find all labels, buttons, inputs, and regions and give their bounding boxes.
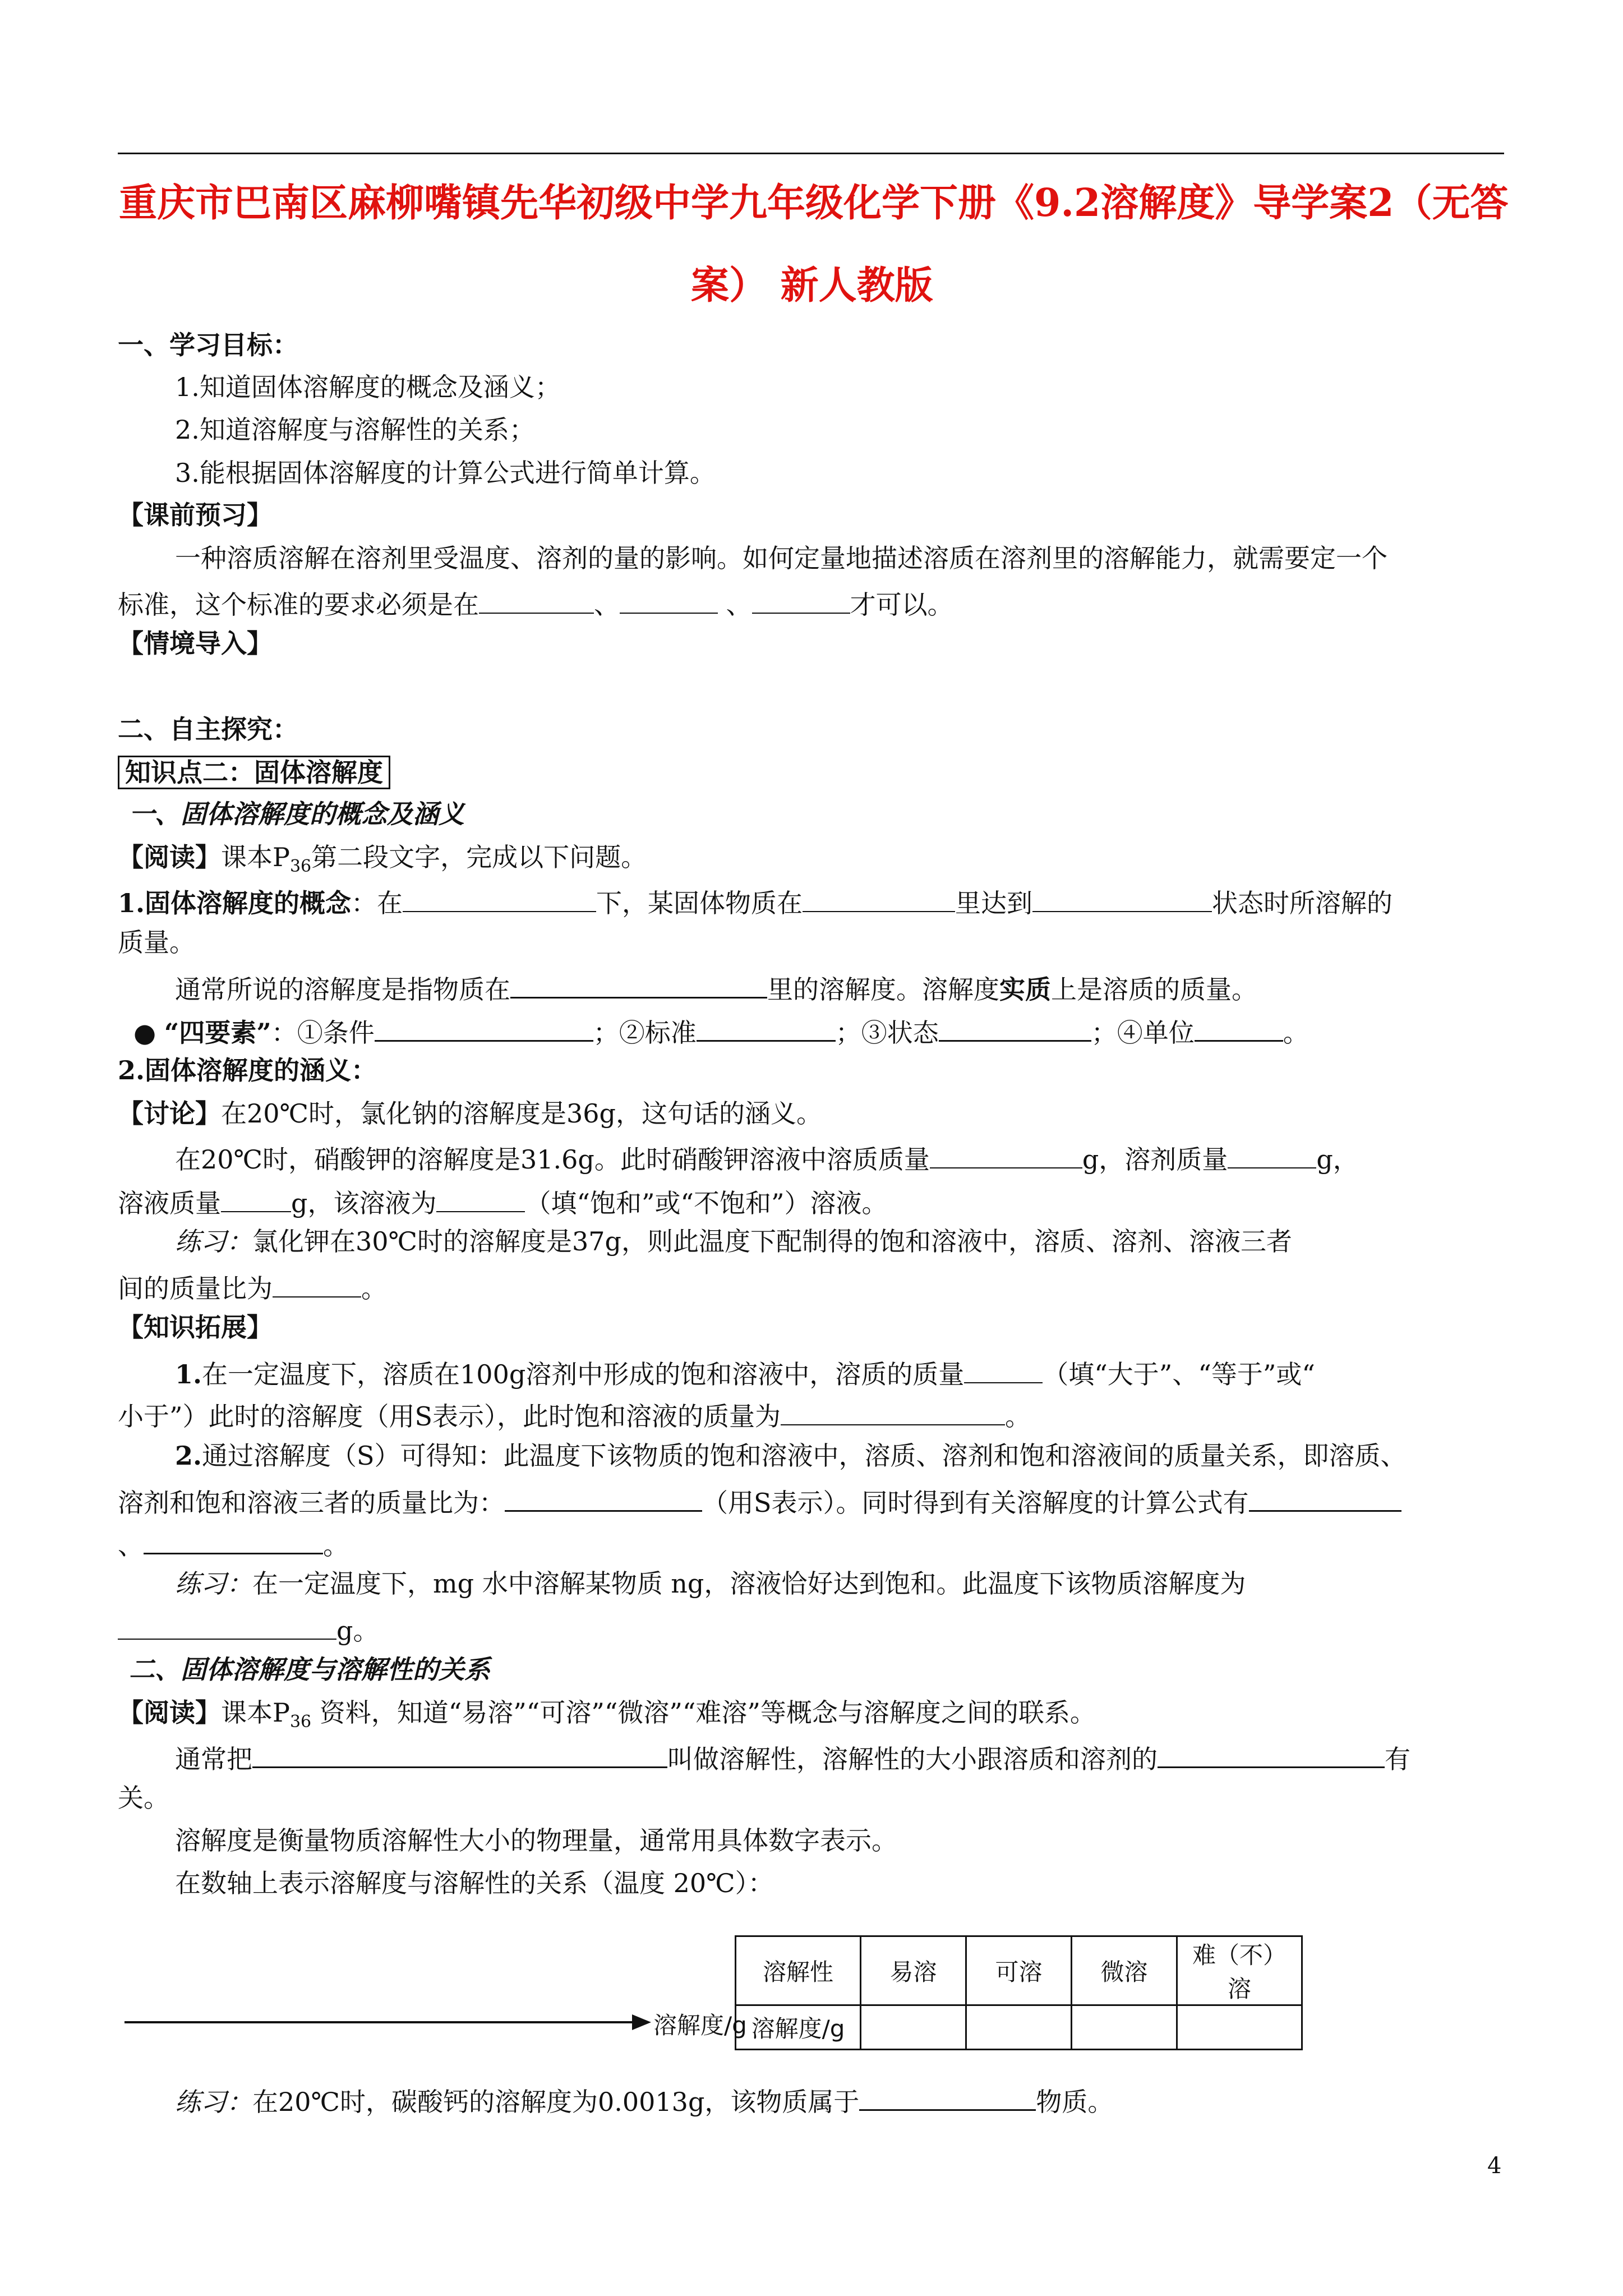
- blank-element-3[interactable]: [939, 1015, 1091, 1042]
- number-axis-arrow-icon: [632, 2014, 651, 2030]
- table-header-cell: 可溶: [966, 1936, 1072, 2005]
- title-line-1: 重庆市巴南区麻柳嘴镇先华初级中学九年级化学下册《9.2溶解度》导学案2（无答: [119, 181, 1509, 226]
- discussion: 【讨论】在20℃时，氯化钠的溶解度是36g，这句话的涵义。: [118, 1098, 822, 1129]
- preview-para-2: 标准，这个标准的要求必须是在 、 、 才可以。: [118, 588, 953, 618]
- meaning-heading: 2.固体溶解度的涵义：: [118, 1055, 377, 1085]
- exercise-1-line-2: 间的质量比为 。: [118, 1272, 387, 1301]
- extension-1-line-1: 1.在一定温度下，溶质在100g溶剂中形成的饱和溶液中，溶质的质量 （填“大于”、“等于”或“: [175, 1358, 1315, 1387]
- title-line-2: 案） 新人教版: [691, 263, 933, 308]
- page-number: 4: [1487, 2153, 1502, 2179]
- goal-3: 3.能根据固体溶解度的计算公式进行简单计算。: [175, 458, 716, 488]
- table-cell[interactable]: [966, 2005, 1072, 2050]
- exercise-3: 练习：在20℃时，碳酸钙的溶解度为0.0013g，该物质属于 物质。: [175, 2085, 1113, 2115]
- solubility-table: [735, 1935, 1303, 2050]
- kno3-line-1: 在20℃时，硝酸钾的溶解度是31.6g。此时硝酸钾溶液中溶质质量 g，溶剂质量 g，: [175, 1143, 1359, 1172]
- exercise-2-line-1: 练习：在一定温度下，mg 水中溶解某物质 ng，溶液恰好达到饱和。此温度下该物质溶解度为: [175, 1568, 1246, 1599]
- relation-line-4: 在数轴上表示溶解度与溶解性的关系（温度 20℃）：: [175, 1868, 774, 1898]
- blank-solvent[interactable]: [803, 886, 955, 912]
- blank-element-4[interactable]: [1195, 1015, 1283, 1042]
- concept-line-3: 通常所说的溶解度是指物质在 里的溶解度。溶解度实质上是溶质的质量。: [175, 972, 1257, 1002]
- table-row: [736, 1936, 1302, 2005]
- blank-definition[interactable]: [252, 1742, 667, 1768]
- section-heading-goals: 一、学习目标：: [118, 330, 298, 360]
- blank-element-1[interactable]: [375, 1015, 593, 1042]
- relation-line-2: 关。: [118, 1783, 169, 1813]
- knowledge-point-box: 知识点二：固体溶解度: [118, 756, 390, 789]
- extension-1-line-2: 小于”）此时的溶解度（用S表示），此时饱和溶液的质量为 。: [118, 1400, 1031, 1429]
- table-header-cell: 溶解性: [736, 1936, 861, 2005]
- table-header-cell: 难（不）溶: [1177, 1936, 1302, 2005]
- goal-2: 2.知道溶解度与溶解性的关系；: [175, 415, 535, 445]
- blank-nature[interactable]: [1158, 1742, 1385, 1768]
- concept-line-2: 质量。: [118, 927, 195, 958]
- table-header-cell: 易溶: [861, 1936, 966, 2005]
- blank-formula-1[interactable]: [1249, 1485, 1401, 1512]
- blank-compare[interactable]: [964, 1358, 1043, 1383]
- blank-element-2[interactable]: [697, 1015, 836, 1042]
- preview-para-1: 一种溶质溶解在溶剂里受温度、溶剂的量的影响。如何定量地描述溶质在溶剂里的溶解能力，就需要定一个: [175, 543, 1387, 573]
- blank-saturated-mass[interactable]: [781, 1400, 1005, 1425]
- blank-ratio[interactable]: [273, 1272, 361, 1297]
- blank-formula-2[interactable]: [144, 1528, 323, 1554]
- exercise-1-line-1: 练习：氯化钾在30℃时的溶解度是37g，则此温度下配制得的饱和溶液中，溶质、溶剂、溶液三者: [175, 1226, 1292, 1257]
- concept-line-1: 1.固体溶解度的概念：在 下，某固体物质在 里达到 状态时所溶解的: [118, 886, 1393, 916]
- relation-line-3: 溶解度是衡量物质溶解性大小的物理量，通常用具体数字表示。: [175, 1825, 897, 1856]
- relation-line-1: 通常把 叫做溶解性，溶解性的大小跟溶质和溶剂的 有: [175, 1742, 1410, 1772]
- number-axis-label: 溶解度/g: [653, 2012, 747, 2039]
- extension-heading: 【知识拓展】: [118, 1312, 273, 1342]
- blank-state[interactable]: [1032, 886, 1212, 912]
- blank-solution-mass[interactable]: [221, 1186, 291, 1212]
- blank-3[interactable]: [752, 588, 850, 614]
- header-rule: [118, 153, 1504, 154]
- blank-solute-mass[interactable]: [930, 1143, 1082, 1168]
- read-1: 【阅读】课本$P_{36}$第二段文字，完成以下问题。: [118, 842, 647, 876]
- section-heading-explore: 二、自主探究：: [118, 714, 298, 744]
- blank-1[interactable]: [479, 588, 594, 614]
- read-2: 【阅读】课本$P_{36}$ 资料，知道“易溶”“可溶”“微溶”“难溶”等概念与溶解度之间的联系。: [118, 1697, 1096, 1732]
- blank-2[interactable]: [620, 588, 718, 614]
- blank-solubility[interactable]: [118, 1614, 336, 1640]
- extension-2-line-2: 溶剂和饱和溶液三者的质量比为： （用S表示）。同时得到有关溶解度的计算公式有: [118, 1485, 1401, 1516]
- blank-solvent-2[interactable]: [510, 972, 767, 999]
- blank-mass-ratio[interactable]: [505, 1485, 702, 1512]
- intro-heading: 【情境导入】: [118, 628, 273, 659]
- blank-condition[interactable]: [403, 886, 596, 912]
- blank-saturated[interactable]: [436, 1186, 525, 1212]
- exercise-2-line-2: g。: [118, 1614, 379, 1644]
- blank-solvent-mass[interactable]: [1228, 1143, 1316, 1168]
- goal-1: 1.知道固体溶解度的概念及涵义；: [175, 372, 561, 402]
- number-axis-line: [125, 2021, 638, 2023]
- table-cell[interactable]: [1177, 2005, 1302, 2050]
- blank-classification[interactable]: [859, 2085, 1036, 2111]
- subsection-2: 二、固体溶解度与溶解性的关系: [129, 1654, 490, 1685]
- preview-heading: 【课前预习】: [118, 500, 273, 530]
- four-elements: ● “四要素”：①条件 ；②标准 ；③状态 ；④单位 。: [133, 1015, 1309, 1046]
- kno3-line-2: 溶液质量 g，该溶液为 （填“饱和”或“不饱和”）溶液。: [118, 1186, 888, 1216]
- table-row: [736, 2005, 1302, 2050]
- subsection-1: 一、固体溶解度的概念及涵义: [129, 799, 464, 829]
- table-header-cell: 微溶: [1072, 1936, 1177, 2005]
- extension-2-line-1: 2.通过溶解度（S）可得知：此温度下该物质的饱和溶液中，溶质、溶剂和饱和溶液间的质量关系，即溶质、: [175, 1441, 1407, 1471]
- table-row-label: 溶解度/g: [736, 2005, 861, 2050]
- table-cell[interactable]: [861, 2005, 966, 2050]
- extension-2-line-3: 、 。: [118, 1528, 349, 1558]
- table-cell[interactable]: [1072, 2005, 1177, 2050]
